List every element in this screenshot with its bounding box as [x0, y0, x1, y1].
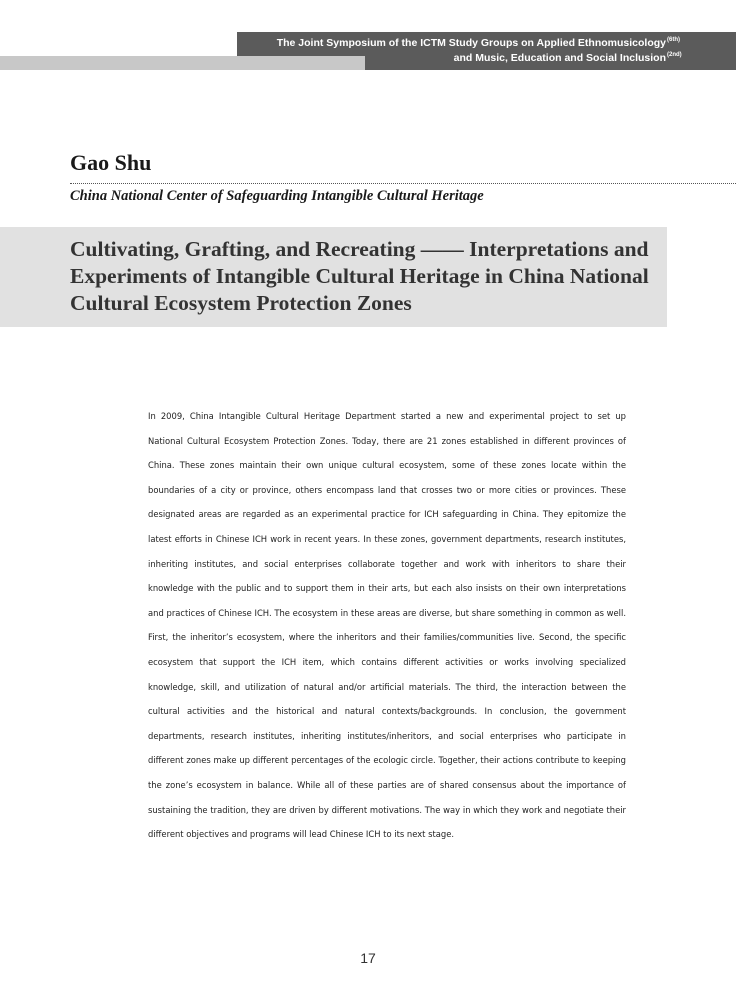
header-line-2: and Music, Education and Social Inclusion (2nd) [453, 52, 682, 64]
page-number: 17 [360, 950, 376, 966]
header-line-1: The Joint Symposium of the ICTM Study Groups on Applied Ethnomusicology (6th) [276, 37, 680, 49]
abstract-text: In 2009, China Intangible Cultural Heritage Department started a new and experimental project to set up National Cultural Ecosystem Protection Zones. Today, there are 21 zones established in different provinces of China. These zones maintain their own unique cultural ecosystem, some of these zones locate within the boundaries of a city or province, others encompass land that crosses two or more cities or provinces. These designated areas are regarded as an experimental practice for ICH safeguarding in China. They epitomize the latest efforts in Chinese ICH work in recent years. In these zones, government departments, research institutes, inheriting institutes, and social enterprises collaborate together and work with inheritors to share their knowledge with the public and to support them in their arts, but each also insists on their own interpretations and practices of Chinese ICH. The ecosystem in these areas are diverse, but share something in common as well. First, the inheritor’s ecosystem, where the inheritors and their families/communities live. Second, the specific ecosystem that support the ICH item, which contains different activities or works involving specialized knowledge, skill, and utilization of natural and/or artificial materials. The third, the interaction between the cultural activities and the historical and natural contexts/backgrounds. In conclusion, the government departments, research institutes, inheriting institutes/inheritors, and social enterprises who participate in different zones make up different percentages of the ecologic circle. Together, their actions contribute to keeping the zone’s ecosystem in balance. While all of these parties are of shared consensus about the importance of sustaining the tradition, they are driven by different motivations. The way in which they work and negotiate their different objectives and programs will lead Chinese ICH to its next stage. [148, 411, 626, 840]
header-grey-strip [0, 56, 365, 70]
author-name: Gao Shu [70, 150, 152, 175]
paper-title: Cultivating, Grafting, and Recreating —— Interpretations and Experiments of Intangible Cultural Heritage in China National Cultural Ecosystem Protection Zones [70, 237, 649, 315]
header-sup-2: (2nd) [667, 52, 682, 58]
author-affiliation: China National Center of Safeguarding Intangible Cultural Heritage [70, 188, 484, 204]
dotted-divider [70, 183, 736, 184]
header-sup-1: (6th) [667, 37, 680, 43]
